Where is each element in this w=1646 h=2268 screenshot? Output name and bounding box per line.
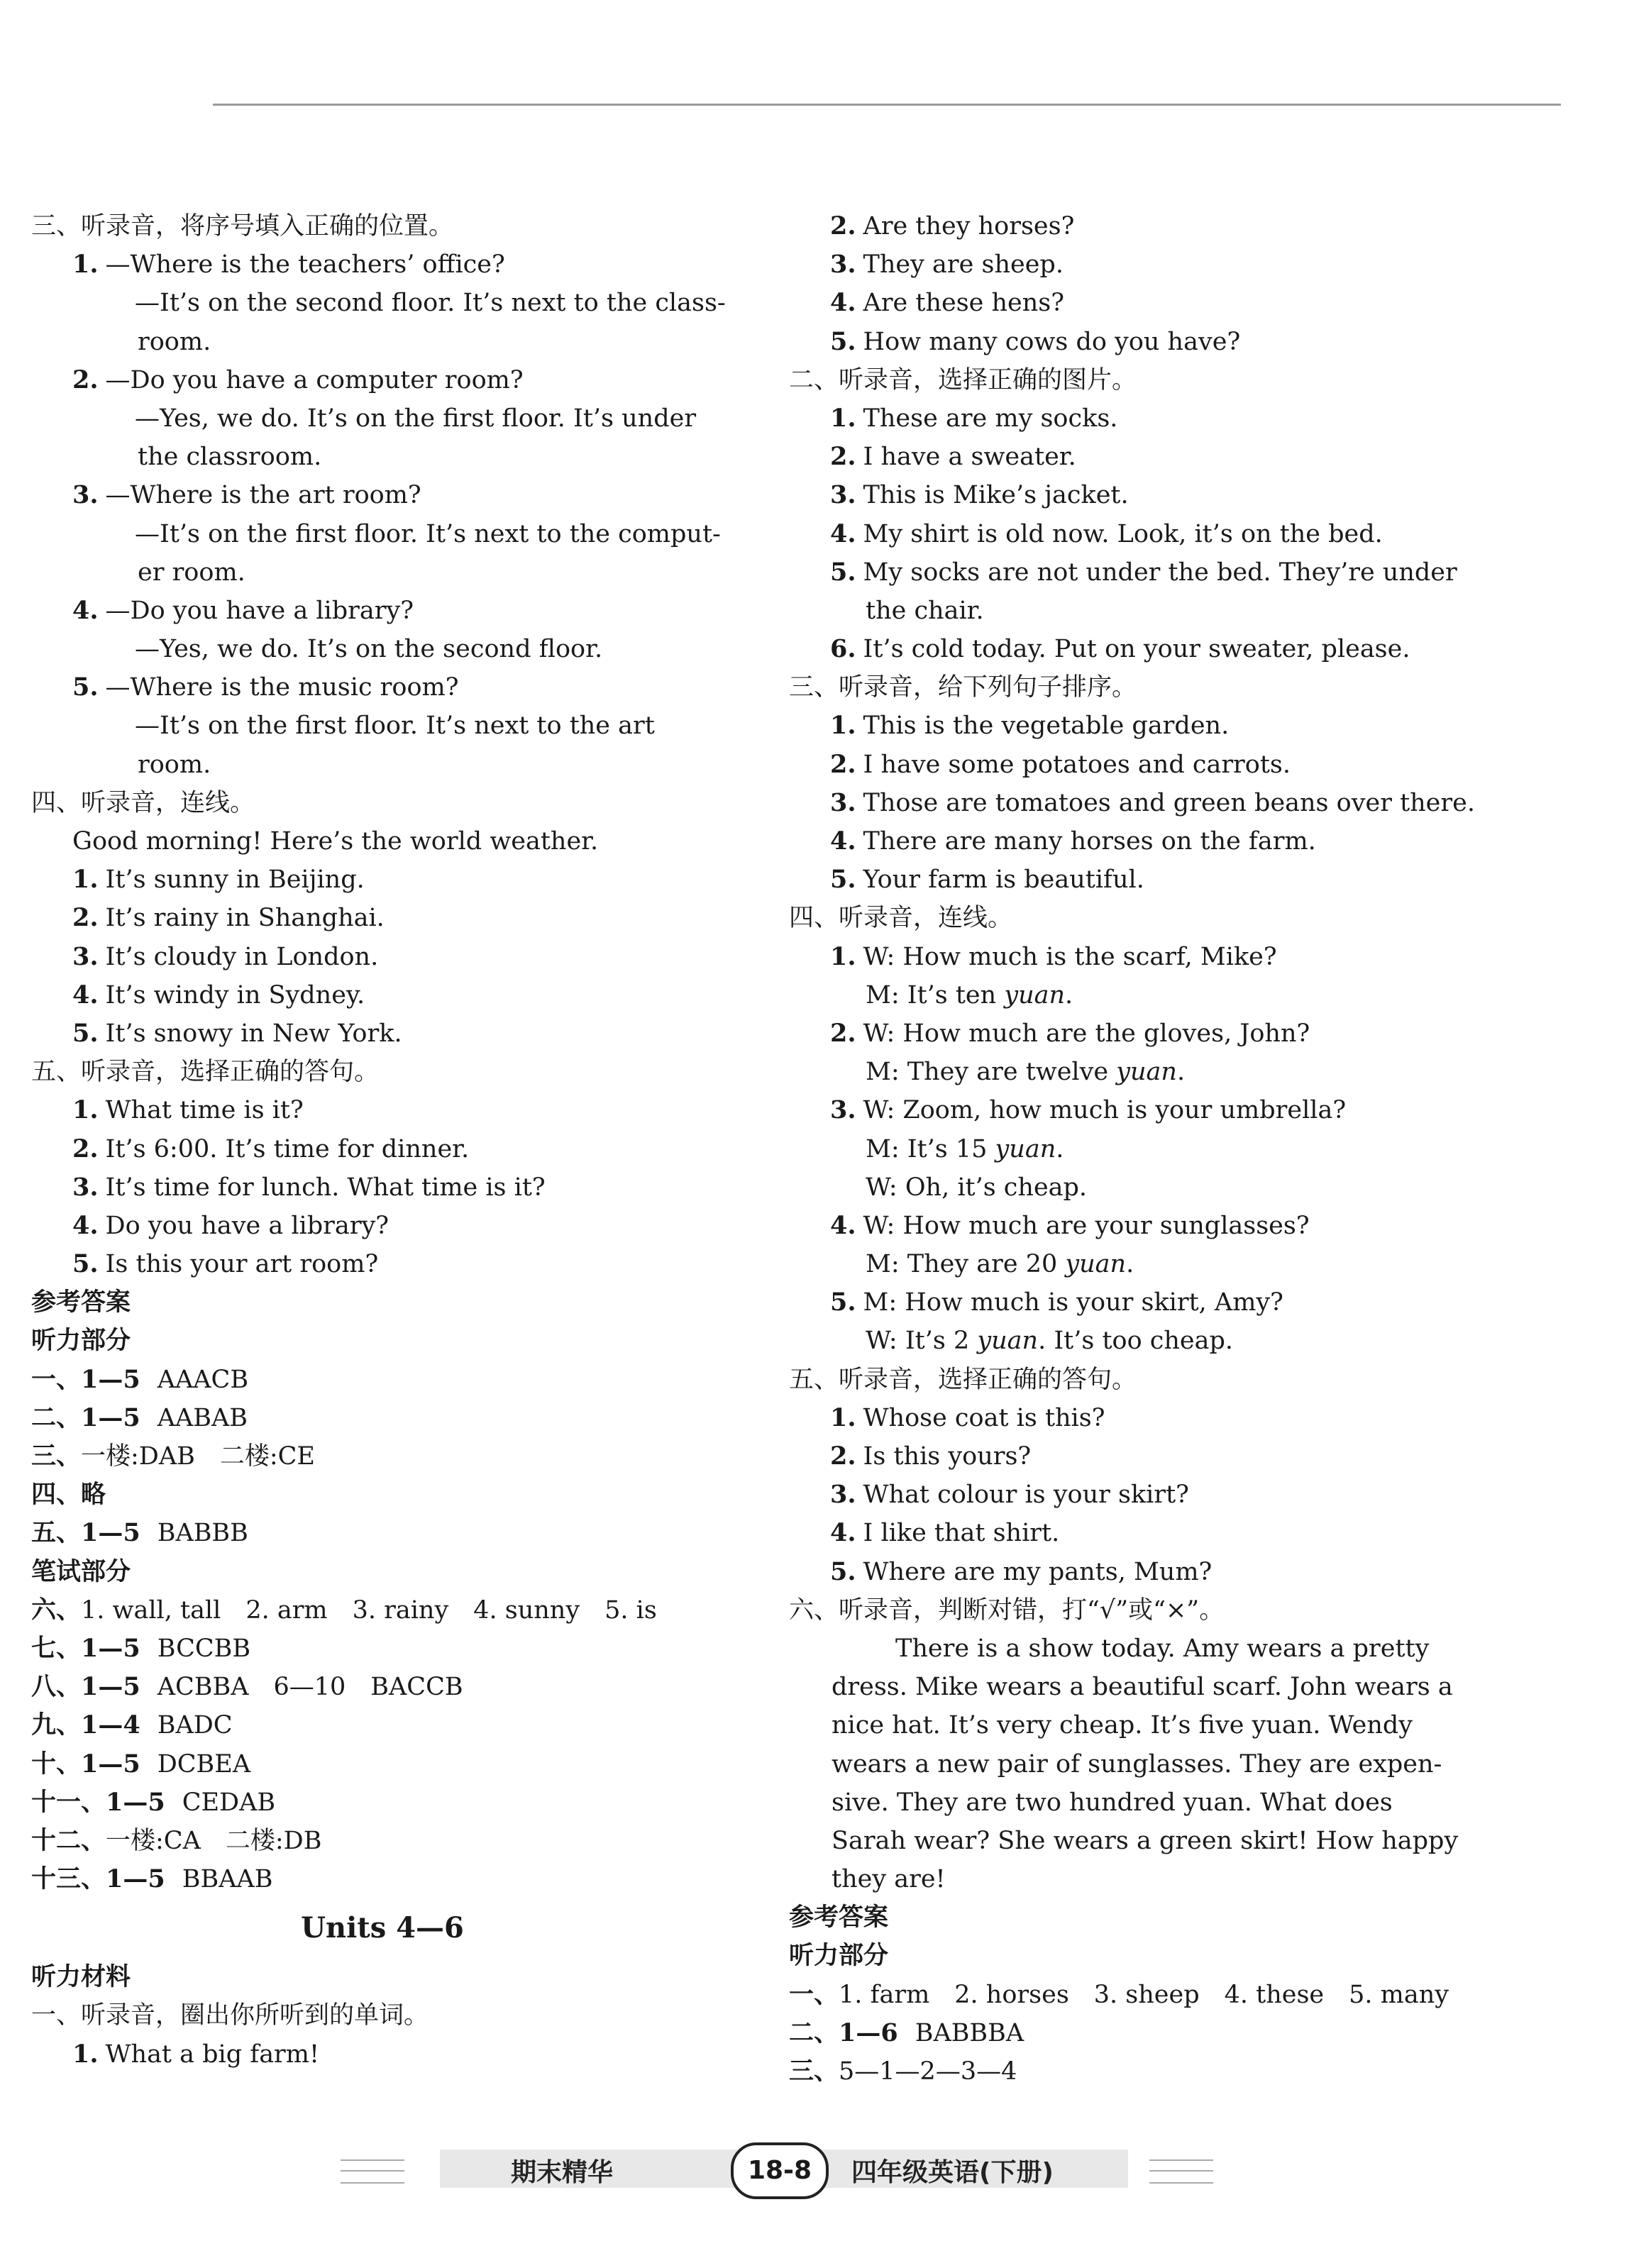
footer-subject: 四年级英语(下册) [851,2158,1054,2187]
list-item: 4. —Do you have a library? [72,595,414,625]
section-heading: 四、听录音，连线。 [31,788,255,817]
list-item: 3. It’s cloudy in London. [72,941,379,971]
dialog-line: M: They are twelve yuan. [866,1058,1186,1087]
answer-row: 一、1. farm 2. horses 3. sheep 4. these 5. many [789,1979,1449,2009]
list-item: 1. What time is it? [72,1095,304,1125]
right-column [789,207,1498,2091]
section-heading: 二、听录音，选择正确的图片。 [789,365,1137,394]
footer-decoration [341,2159,404,2184]
answer-row: 二、1—6 BABBBA [789,2018,1024,2047]
section-heading: 一、听录音，圈出你所听到的单词。 [31,2001,429,2030]
section-heading: 三、听录音，将序号填入正确的位置。 [31,212,454,240]
dialog-line: 5. M: How much is your skirt, Amy? [830,1288,1283,1317]
paragraph-line: There is a show today. Amy wears a pretty [895,1634,1430,1663]
answers-title: 参考答案 [789,1903,889,1932]
dialog-line: W: Oh, it’s cheap. [866,1173,1088,1202]
list-item: 5. It’s snowy in New York. [72,1018,402,1048]
list-item: —It’s on the second floor. It’s next to the class- [135,289,726,318]
list-item: 1. This is the vegetable garden. [830,711,1230,741]
paragraph-line: nice hat. It’s very cheap. It’s five yuan. Wendy [832,1711,1413,1740]
section-heading: 三、听录音，给下列句子排序。 [789,673,1137,702]
list-item: room. [138,750,211,779]
material-title: 听力材料 [31,1962,131,1992]
answer-row: 二、1—5 AABAB [31,1403,248,1432]
listening-title: 听力部分 [31,1326,131,1356]
footer-decoration [1149,2159,1213,2184]
answer-row: 四、略 [31,1480,106,1510]
paragraph-line: Sarah wear? She wears a green skirt! How happy [832,1826,1459,1855]
list-item: 3. It’s time for lunch. What time is it? [72,1172,546,1202]
written-title: 笔试部分 [31,1556,131,1586]
list-item: 3. Those are tomatoes and green beans over there. [830,787,1475,817]
dialog-line: M: They are 20 yuan. [866,1250,1134,1279]
list-item: —It’s on the first floor. It’s next to the comput- [135,519,721,548]
dialog-line: M: It’s 15 yuan. [866,1134,1064,1163]
paragraph-line: wears a new pair of sunglasses. They are expen- [832,1749,1442,1779]
list-item: 5. My socks are not under the bed. They’re under [830,557,1457,587]
list-item: 2. I have a sweater. [830,442,1076,472]
list-item: 3. —Where is the art room? [72,480,421,510]
list-item: 3. They are sheep. [830,250,1064,280]
section-heading: 五、听录音，选择正确的答句。 [789,1365,1137,1394]
answer-row: 三、一楼:DAB 二楼:CE [31,1442,315,1471]
list-item: 2. Is this yours? [830,1442,1032,1471]
list-item: 4. My shirt is old now. Look, it’s on the bed. [830,519,1383,548]
list-item: er room. [138,558,245,587]
listening-title: 听力部分 [789,1941,889,1971]
intro-text: Good morning! Here’s the world weather. [72,827,599,856]
list-item: 1. These are my socks. [830,403,1118,433]
page-footer [0,2128,1646,2199]
footer-book-title: 期末精华 [511,2158,614,2187]
answer-row: 一、1—5 AAACB [31,1364,249,1394]
dialog-line: 1. W: How much is the scarf, Mike? [830,941,1277,971]
paragraph-line: sive. They are two hundred yuan. What does [832,1788,1393,1817]
list-item: 2. —Do you have a computer room? [72,365,524,394]
list-item: 3. This is Mike’s jacket. [830,480,1129,510]
list-item: 4. Do you have a library? [72,1210,389,1240]
answer-row: 九、1—4 BADC [31,1710,233,1740]
list-item: 2. Are they horses? [830,211,1075,240]
list-item: 5. —Where is the music room? [72,673,459,702]
paragraph-line: they are! [832,1865,946,1894]
answer-row: 十二、一楼:CA 二楼:DB [31,1825,322,1855]
section-heading: 五、听录音，选择正确的答句。 [31,1058,380,1087]
list-item: —It’s on the first floor. It’s next to the art [135,712,655,741]
section-heading: 四、听录音，连线。 [789,904,1013,933]
dialog-line: 4. W: How much are your sunglasses? [830,1210,1310,1240]
answer-row: 十一、1—5 CEDAB [31,1787,276,1817]
list-item: 1. Whose coat is this? [830,1403,1105,1432]
list-item: 5. Where are my pants, Mum? [830,1556,1213,1586]
list-item: 2. I have some potatoes and carrots. [830,749,1291,779]
list-item: 1. It’s sunny in Beijing. [72,865,365,895]
list-item: 4. Are these hens? [830,288,1065,318]
list-item: 4. I like that shirt. [830,1518,1060,1548]
answer-row: 十三、1—5 BBAAB [31,1864,273,1894]
dialog-line: 2. W: How much are the gloves, John? [830,1018,1310,1048]
paragraph-line: dress. Mike wears a beautiful scarf. John wears a [832,1673,1453,1702]
list-item: 4. It’s windy in Sydney. [72,980,365,1009]
unit-title: Units 4—6 [301,1911,464,1945]
list-item: 1. What a big farm! [72,2039,320,2069]
answer-row: 六、1. wall, tall 2. arm 3. rainy 4. sunny 5. is [31,1595,657,1625]
list-item: 2. It’s rainy in Shanghai. [72,903,385,933]
list-item: room. [138,327,211,356]
list-item: 4. There are many horses on the farm. [830,826,1316,856]
list-item: 6. It’s cold today. Put on your sweater, please. [830,634,1410,664]
dialog-line: M: It’s ten yuan. [866,980,1073,1009]
list-item: 3. What colour is your skirt? [830,1480,1189,1510]
list-item: —Yes, we do. It’s on the first floor. It’s under [135,404,697,433]
dialog-line: 3. W: Zoom, how much is your umbrella? [830,1095,1347,1125]
section-heading: 六、听录音，判断对错，打“√”或“×”。 [789,1595,1225,1625]
list-item: 5. How many cows do you have? [830,326,1241,356]
top-rule [213,104,1561,106]
page-number: 18-8 [731,2142,829,2199]
list-item: —Yes, we do. It’s on the second floor. [135,635,603,664]
left-column [31,207,734,2074]
answer-row: 三、5—1—2—3—4 [789,2057,1017,2086]
list-item: 5. Your farm is beautiful. [830,865,1144,895]
answer-row: 五、1—5 BABBB [31,1518,248,1548]
answer-row: 十、1—5 DCBEA [31,1749,251,1779]
list-item: 2. It’s 6:00. It’s time for dinner. [72,1134,470,1163]
answer-row: 七、1—5 BCCBB [31,1633,251,1663]
list-item: 1. —Where is the teachers’ office? [72,250,505,280]
list-item: 5. Is this your art room? [72,1249,379,1279]
dialog-line: W: It’s 2 yuan. It’s too cheap. [866,1327,1234,1356]
answers-title: 参考答案 [31,1288,131,1317]
list-item: the classroom. [138,443,322,472]
answer-row: 八、1—5 ACBBA 6—10 BACCB [31,1672,463,1702]
list-item: the chair. [866,596,984,625]
